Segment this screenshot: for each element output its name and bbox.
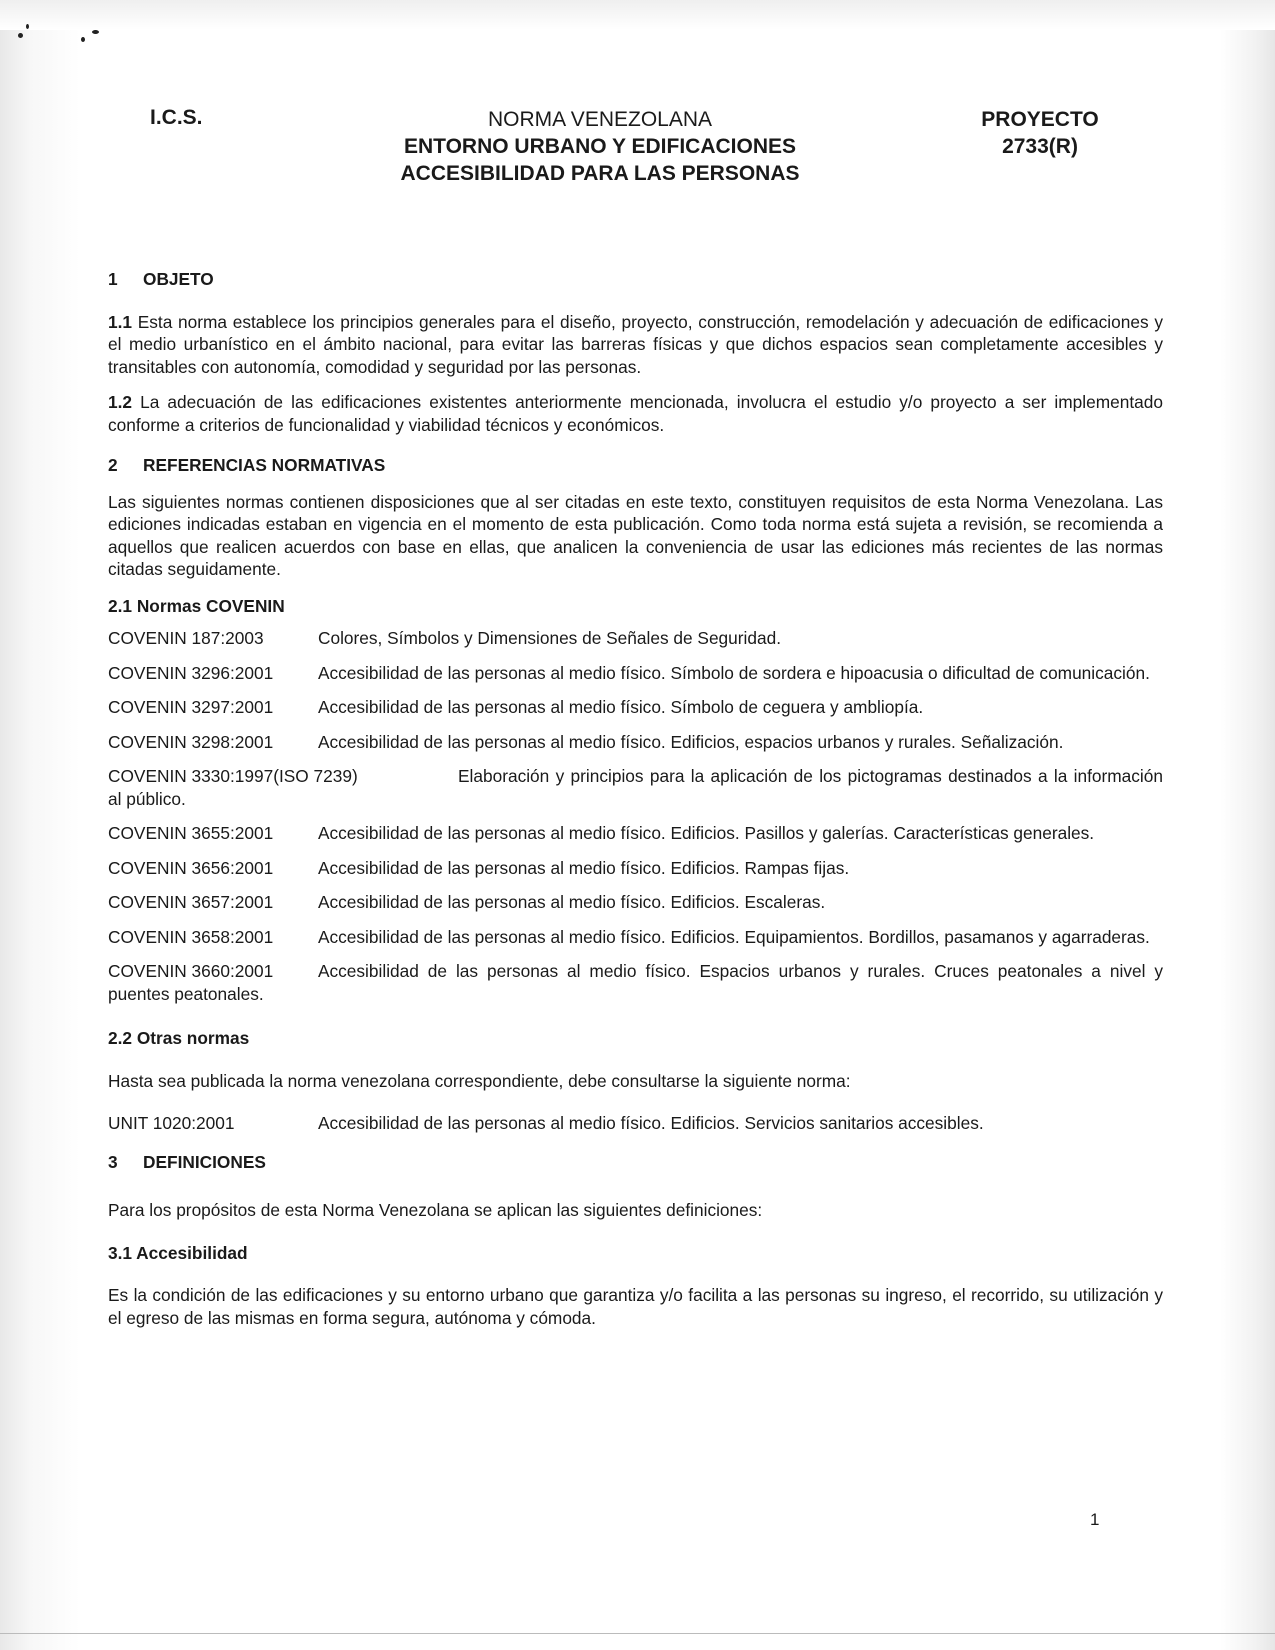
reference-item: COVENIN 3298:2001 Accesibilidad de las personas al medio físico. Edificios, espacios urbanos y rurales. Señalización. bbox=[108, 731, 1064, 752]
paragraph-3-1: Es la condición de las edificaciones y su entorno urbano que garantiza y/o facilita a las personas su ingreso, el recorrido, su utilización y el egreso de las mismas en forma segura, autónoma y cómoda. bbox=[108, 1285, 1163, 1328]
covenin-reference-list bbox=[108, 627, 1163, 1005]
subsection-heading-3-1: 3.1 Accesibilidad bbox=[108, 1242, 248, 1263]
project-label: PROYECTO bbox=[981, 108, 1099, 131]
project-number: 2733(R) bbox=[1002, 135, 1078, 158]
title-line-2: ENTORNO URBANO Y EDIFICACIONES bbox=[403, 135, 797, 158]
publisher-code: I.C.S. bbox=[150, 106, 203, 129]
title-line-1: NORMA VENEZOLANA bbox=[487, 108, 713, 131]
paragraph-3-intro: Para los propósitos de esta Norma Venezolana se aplican las siguientes definiciones: bbox=[108, 1200, 763, 1220]
scan-speck bbox=[81, 37, 85, 42]
reference-item: COVENIN 3297:2001 Accesibilidad de las personas al medio físico. Símbolo de ceguera y ambliopía. bbox=[108, 697, 924, 717]
reference-item: COVENIN 3660:2001 Accesibilidad de las personas al medio físico. Espacios urbanos y rurales. Cruces peatonales a nivel y puentes peatonales. bbox=[108, 961, 1163, 1004]
paragraph-1-1: 1.1 Esta norma establece los principios generales para el diseño, proyecto, construcción, remodelación y adecuación de edificaciones y el medio urbanístico en el ámbito nacional, para evitar las barreras físicas y que dichos espacios sean completamente accesibles y transitables con autonomía, comodidad y seguridad por las personas. bbox=[108, 311, 1163, 377]
subsection-heading-2-2: 2.2 Otras normas bbox=[108, 1028, 250, 1048]
scan-speck bbox=[26, 24, 29, 29]
paragraph-2-2-intro: Hasta sea publicada la norma venezolana correspondiente, debe consultarse la siguiente norma: bbox=[108, 1070, 851, 1091]
section-heading-2: 2 REFERENCIAS NORMATIVAS bbox=[108, 455, 386, 475]
document-body bbox=[108, 268, 1163, 1342]
reference-item: COVENIN 3656:2001 Accesibilidad de las personas al medio físico. Edificios. Rampas fijas. bbox=[108, 857, 850, 878]
scan-speck bbox=[18, 33, 23, 38]
reference-item: COVENIN 3330:1997(ISO 7239) Elaboración y principios para la aplicación de los pictogramas destinados a la información al público. bbox=[108, 766, 1163, 809]
title-line-3: ACCESIBILIDAD PARA LAS PERSONAS bbox=[400, 162, 800, 185]
scan-shadow bbox=[0, 0, 1275, 30]
document-title bbox=[320, 106, 880, 187]
paragraph-2-intro: Las siguientes normas contienen disposiciones que al ser citadas en este texto, constituyen requisitos de esta Norma Venezolana. Las ediciones indicadas estaban en vigencia en el momento de esta publicación. Como toda norma está sujeta a revisión, se recomienda a aquellos que realicen acuerdos con base en ellas, que analicen la conveniencia de usar las ediciones más recientes de las normas citadas seguidamente. bbox=[108, 491, 1163, 579]
section-heading-1: 1 OBJETO bbox=[108, 269, 214, 289]
scan-speck bbox=[92, 30, 99, 34]
reference-item: COVENIN 3658:2001 Accesibilidad de las personas al medio físico. Edificios. Equipamientos. Bordillos, pasamanos y agarraderas. bbox=[108, 926, 1150, 947]
reference-item: COVENIN 3657:2001 Accesibilidad de las personas al medio físico. Edificios. Escaleras. bbox=[108, 892, 826, 912]
page-number: 1 bbox=[1090, 1510, 1100, 1529]
paragraph-1-2: 1.2 La adecuación de las edificaciones existentes anteriormente mencionada, involucra el estudio y/o proyecto a ser implementado conforme a criterios de funcionalidad y viabilidad técnicos y económicos. bbox=[108, 392, 1163, 435]
bottom-scan-edge bbox=[0, 1633, 1275, 1634]
reference-item: COVENIN 3655:2001 Accesibilidad de las personas al medio físico. Edificios. Pasillos y galerías. Características generales. bbox=[108, 823, 1095, 843]
reference-item-other: UNIT 1020:2001 Accesibilidad de las personas al medio físico. Edificios. Servicios sanitarios accesibles. bbox=[108, 1113, 984, 1133]
reference-item: COVENIN 187:2003 Colores, Símbolos y Dimensiones de Señales de Seguridad. bbox=[108, 628, 782, 648]
project-id bbox=[960, 106, 1120, 160]
subsection-heading-2-1: 2.1 Normas COVENIN bbox=[108, 595, 285, 616]
section-heading-3: 3 DEFINICIONES bbox=[108, 1151, 266, 1172]
reference-item: COVENIN 3296:2001 Accesibilidad de las personas al medio físico. Símbolo de sordera e hipoacusia o dificultad de comunicación. bbox=[108, 662, 1150, 683]
